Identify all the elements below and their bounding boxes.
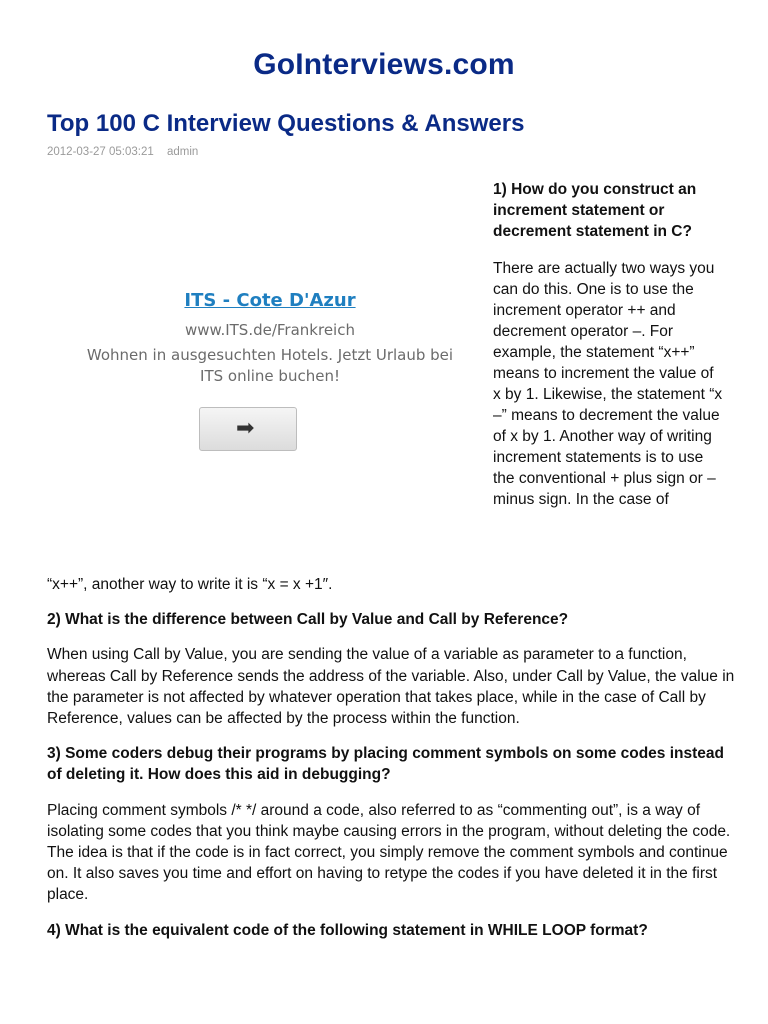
q1-column [493, 179, 725, 510]
q4-question: 4) What is the equivalent code of the following statement in WHILE LOOP format? [47, 921, 648, 939]
ad-title-link[interactable]: ITS - Cote D'Azur [184, 290, 356, 311]
q2-question: 2) What is the difference between Call by Value and Call by Reference? [47, 611, 569, 629]
arrow-right-icon: ➡ [236, 416, 255, 441]
q1-answer-continued: “x++”, another way to write it is “x = x +1″. [47, 576, 333, 593]
post-meta [47, 146, 198, 158]
q1-answer: There are actually two ways you can do this. One is to use the increment operator ++ and decrement operator –. For example, the statement “x++” means to increment the value of x by 1. Likewise, the statement “x –” means to decrement the value of x by 1. Another way of writing increment statements is to use the conventional + plus sign or – minus sign. In the case of [493, 260, 723, 508]
q2-answer: When using Call by Value, you are sending the value of a variable as parameter to a function, whereas Call by Reference sends the address of the variable. Also, under Call by Value, the value in the parameter is not affected by whatever operation that takes place, while in the case of Call by Reference, values can be affected by the process within the function. [47, 646, 735, 728]
ad-url[interactable]: www.ITS.de/Frankreich [185, 321, 355, 339]
q3-question: 3) Some coders debug their programs by placing comment symbols on some codes instead of deleting it. How does this aid in debugging? [47, 745, 724, 784]
post-author[interactable]: admin [167, 146, 199, 158]
site-title[interactable]: GoInterviews.com [253, 48, 515, 81]
q1-question: 1) How do you construct an increment statement or decrement statement in C? [493, 181, 697, 240]
post-date: 2012-03-27 05:03:21 [47, 146, 154, 158]
post-title: Top 100 C Interview Questions & Answers [47, 110, 525, 137]
q3-answer: Placing comment symbols /* */ around a code, also referred to as “commenting out”, is a way of isolating some codes that you think maybe causing errors in the program, without deleting the code. The idea is that if the code is in fact correct, you simply remove the comment symbols and continue on. It also saves you time and effort on having to retype the codes if you have deleted it in the first place. [47, 801, 731, 904]
article-body [47, 574, 737, 955]
advertisement [80, 290, 460, 451]
ad-text: Wohnen in ausgesuchten Hotels. Jetzt Urlaub bei ITS online buchen! [86, 346, 454, 385]
ad-go-button[interactable] [199, 407, 297, 451]
